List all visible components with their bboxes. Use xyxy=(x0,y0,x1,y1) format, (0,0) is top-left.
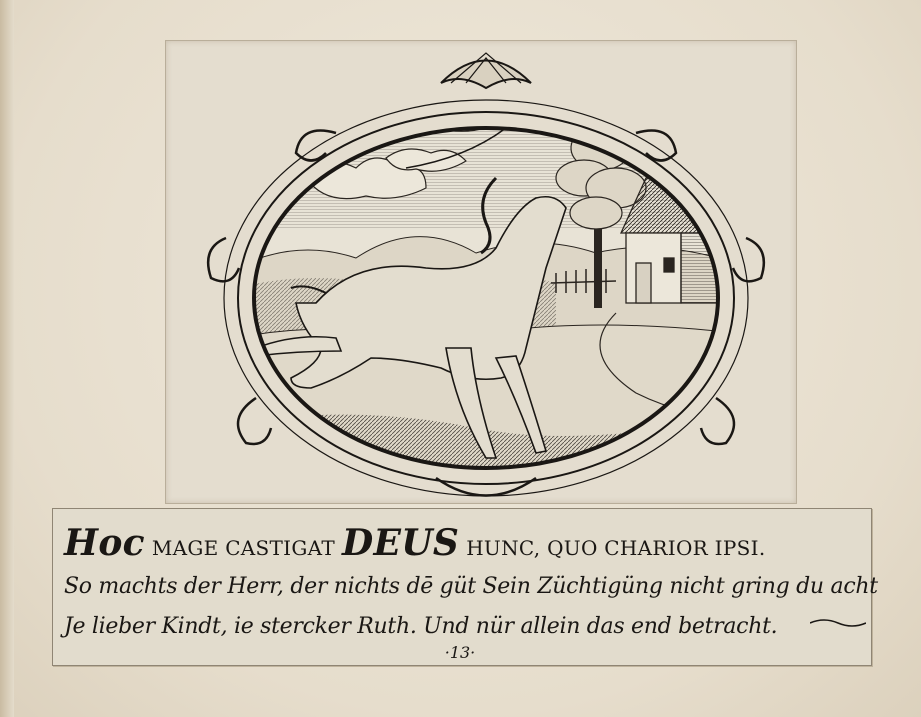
page-number: ·13· xyxy=(444,643,476,662)
engraving-horse-cartouche-icon xyxy=(196,38,776,504)
german-verse-line-1: So machts der Herr, der nichts dē güt Sein Züchtigüng nicht gring du acht xyxy=(64,574,878,599)
motto-initial: Hoc xyxy=(64,522,145,564)
flourish-icon xyxy=(810,618,866,628)
motto-deus: DEUS xyxy=(341,522,460,564)
german-verse-line-2: Je lieber Kindt, ie stercker Ruth. Und nür allein das end betracht. xyxy=(64,614,778,639)
page-gutter xyxy=(0,0,14,717)
motto-text-2: HUNC, QUO CHARIOR IPSI. xyxy=(466,536,766,560)
latin-motto xyxy=(64,522,864,564)
motto-text-1: MAGE CASTIGAT xyxy=(151,536,335,560)
